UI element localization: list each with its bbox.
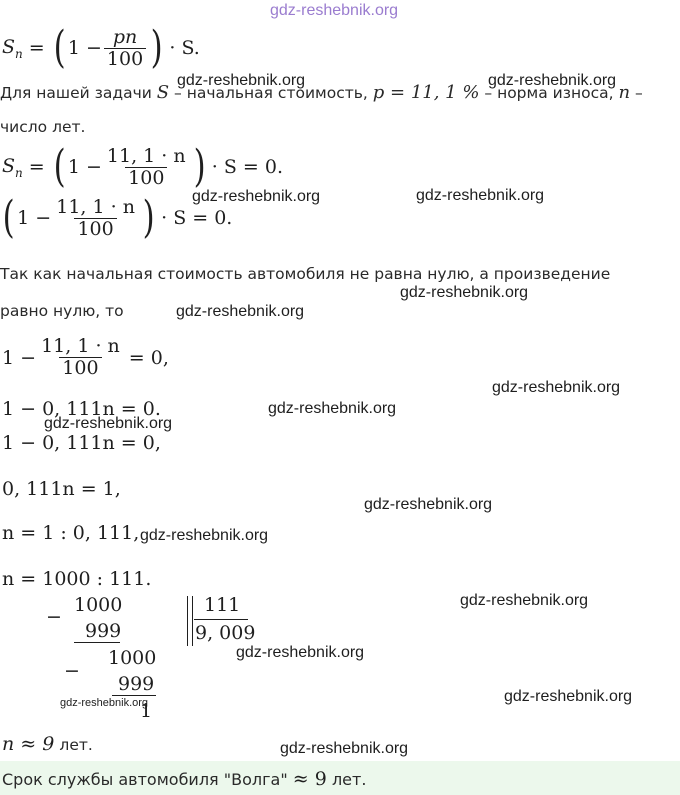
- fraction-numerator: 11, 1 · n: [41, 335, 120, 357]
- result-unit: лет.: [59, 736, 93, 754]
- fraction-denominator: 100: [59, 357, 101, 379]
- answer-math: ≈ 9: [292, 768, 327, 790]
- fraction-numerator: 11, 1 · n: [106, 144, 186, 167]
- watermark-small: gdz-reshebnik.org: [60, 697, 149, 709]
- watermark: gdz-reshebnik.org: [176, 303, 305, 320]
- equation-step-2: 1 − 0, 111n = 0,: [2, 432, 161, 454]
- formula-lhs: $S_n$: [2, 35, 23, 61]
- watermark: gdz-reshebnik.org: [192, 188, 321, 205]
- watermark: gdz-reshebnik.org: [236, 644, 365, 661]
- watermark: gdz-reshebnik.org: [492, 379, 621, 396]
- fraction-denominator: 100: [125, 167, 167, 189]
- var-n: n: [618, 82, 631, 103]
- var-p: p = 11, 1 %: [372, 82, 480, 103]
- ld-divisor: 111: [204, 594, 241, 616]
- one-minus: 1 −: [17, 207, 52, 229]
- result-math: n ≈ 9: [2, 733, 55, 755]
- text-segment: –: [635, 84, 643, 102]
- answer-text: Срок службы автомобиля "Волга": [2, 770, 288, 789]
- one-minus: 1 −: [2, 346, 37, 369]
- watermark: gdz-reshebnik.org: [400, 284, 529, 301]
- fraction-numerator: pn: [112, 25, 138, 48]
- watermark: gdz-reshebnik.org: [364, 496, 493, 513]
- text-segment: Для нашей задачи: [0, 84, 152, 102]
- ld-subtrahend-2: 999: [118, 673, 155, 695]
- ld-subtrahend-1: 999: [85, 620, 122, 642]
- formula-tail: · S = 0.: [211, 156, 284, 178]
- fraction: [104, 146, 189, 189]
- explanation-reasoning-2: равно нулю, то: [0, 302, 124, 320]
- fraction: [38, 336, 123, 379]
- answer-line: [2, 768, 366, 790]
- paren-right: ): [150, 22, 163, 73]
- ld-quotient: 9, 009: [195, 622, 256, 644]
- paren-left: (: [2, 192, 15, 243]
- ld-remainder-1: 1000: [108, 647, 157, 669]
- paren-right: ): [193, 141, 206, 192]
- explanation-line2: число лет.: [0, 118, 86, 136]
- fraction: [53, 197, 138, 240]
- equation-step-3: 0, 111n = 1,: [2, 478, 121, 500]
- paren-left: (: [53, 141, 66, 192]
- text-segment: – начальная стоимость,: [174, 84, 368, 102]
- watermark: gdz-reshebnik.org: [177, 72, 306, 89]
- fraction: [104, 27, 146, 70]
- answer-unit: лет.: [331, 770, 367, 789]
- var-S: S: [156, 82, 170, 103]
- ld-divider-vertical: [187, 596, 188, 646]
- explanation-reasoning-1: Так как начальная стоимость автомобиля не равна нулю, а произведение: [0, 265, 611, 283]
- equation-step-1: 1 − 0, 111n = 0.: [2, 398, 161, 420]
- formula-tail: = 0,: [128, 346, 169, 369]
- watermark: gdz-reshebnik.org: [268, 400, 397, 417]
- ld-divider-vertical-2: [192, 596, 193, 646]
- formula-factor-zero: [2, 336, 169, 379]
- paren-left: (: [53, 22, 66, 73]
- watermark-top: gdz-reshebnik.org: [270, 2, 399, 19]
- ld-minus-2: −: [64, 660, 80, 682]
- paren-right: ): [142, 192, 155, 243]
- ld-dividend: 1000: [74, 594, 123, 616]
- fraction-denominator: 100: [104, 48, 146, 70]
- formula-general: [2, 22, 200, 73]
- equals-sign: =: [28, 37, 45, 59]
- equation-step-5: n = 1000 : 111.: [2, 568, 152, 590]
- watermark: gdz-reshebnik.org: [416, 187, 545, 204]
- one-minus: 1 −: [67, 37, 102, 59]
- result-line: [2, 733, 93, 755]
- watermark: gdz-reshebnik.org: [504, 688, 633, 705]
- ld-minus-1: −: [46, 606, 62, 628]
- ld-underline-1: [74, 642, 120, 643]
- ld-remainder-2: 1: [140, 700, 153, 722]
- equation-step-4: n = 1 : 0, 111,: [2, 522, 140, 544]
- formula-substituted: [2, 141, 284, 192]
- watermark: gdz-reshebnik.org: [140, 527, 269, 544]
- equals-sign: =: [28, 156, 45, 178]
- formula-tail: · S = 0.: [161, 207, 233, 229]
- watermark: gdz-reshebnik.org: [460, 592, 589, 609]
- watermark: gdz-reshebnik.org: [44, 415, 173, 432]
- formula-tail: · S.: [169, 37, 200, 59]
- formula-lhs: $S_n$: [2, 154, 23, 180]
- fraction-numerator: 11, 1 · n: [56, 195, 135, 218]
- text-segment: – норма износа,: [484, 84, 614, 102]
- watermark: gdz-reshebnik.org: [488, 72, 617, 89]
- fraction-denominator: 100: [74, 218, 116, 240]
- one-minus: 1 −: [67, 156, 102, 178]
- ld-divisor-underline: [194, 619, 248, 620]
- watermark: gdz-reshebnik.org: [280, 740, 409, 757]
